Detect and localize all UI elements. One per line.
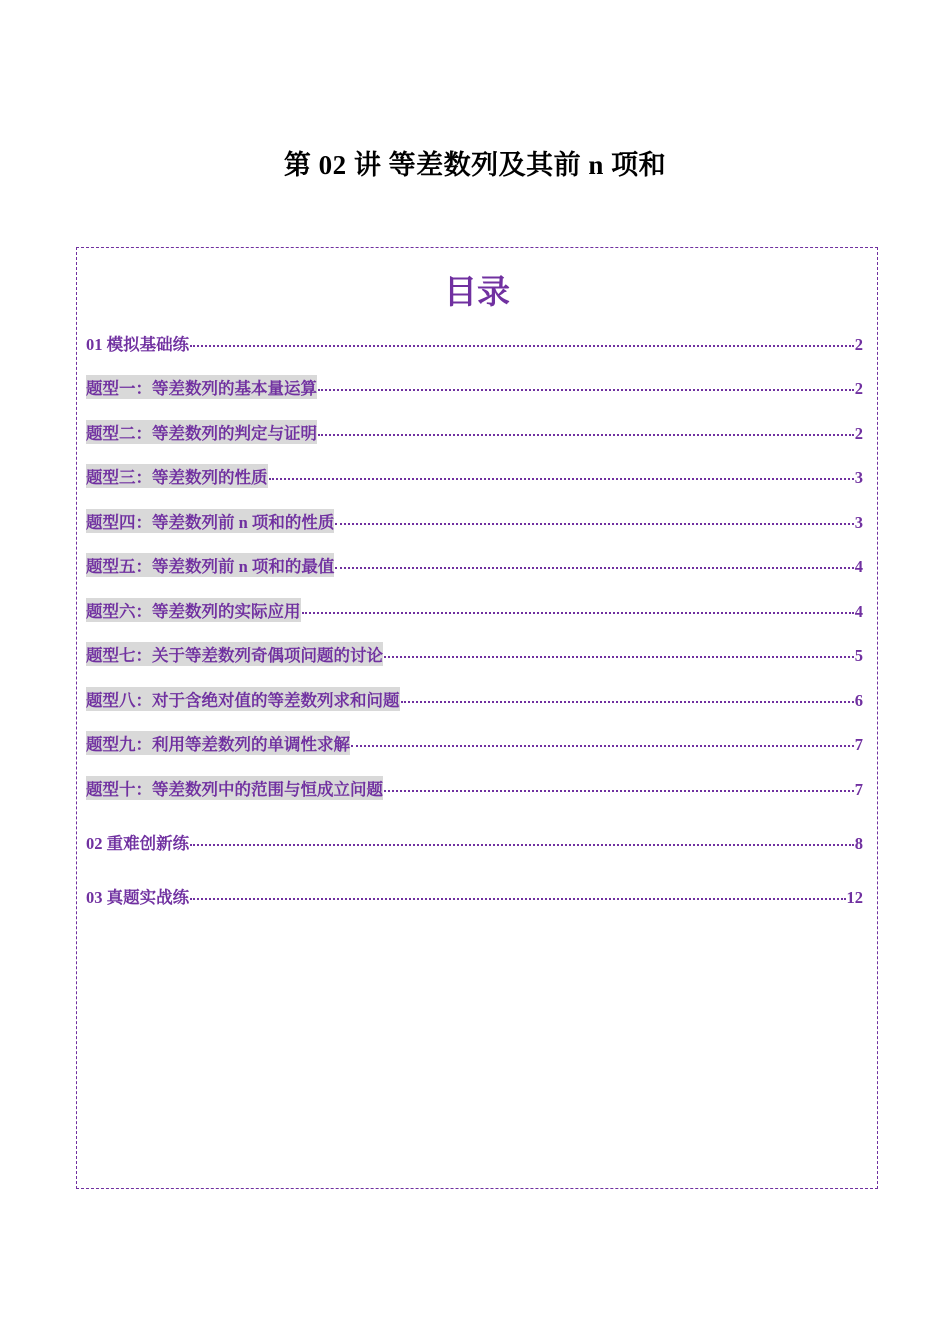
toc-entry-label: 题型一：等差数列的基本量运算	[86, 375, 317, 399]
toc-page-number: 3	[854, 513, 863, 532]
toc-entry-type-10[interactable]	[86, 776, 863, 800]
toc-dot-leader	[401, 701, 854, 703]
toc-dot-leader	[335, 567, 853, 569]
toc-entry-type-9[interactable]	[86, 731, 863, 755]
toc-entry-label: 题型八：对于含绝对值的等差数列求和问题	[86, 687, 400, 711]
toc-page-number: 2	[854, 379, 863, 398]
toc-page-number: 4	[854, 557, 863, 576]
toc-page-number: 12	[846, 888, 863, 907]
toc-entry-label: 题型五：等差数列前 n 项和的最值	[86, 553, 334, 577]
toc-entry-real-exam-practice[interactable]	[86, 884, 863, 908]
toc-entry-label: 题型六：等差数列的实际应用	[86, 598, 301, 622]
toc-page-number: 4	[854, 602, 863, 621]
toc-entry-label: 03 真题实战练	[86, 888, 190, 907]
toc-page-number: 3	[854, 468, 863, 487]
document-title: 第 02 讲 等差数列及其前 n 项和	[283, 150, 667, 180]
toc-entry-advanced-practice[interactable]	[86, 830, 863, 854]
toc-page-number: 5	[854, 646, 863, 665]
toc-entry-type-6[interactable]	[86, 598, 863, 622]
toc-heading: 目录	[444, 272, 510, 311]
toc-entry-label: 题型七：关于等差数列奇偶项问题的讨论	[86, 642, 383, 666]
toc-dot-leader	[190, 844, 854, 846]
toc-entry-label: 02 重难创新练	[86, 834, 190, 853]
toc-entry-type-2[interactable]	[86, 420, 863, 444]
toc-dot-leader	[384, 656, 854, 658]
toc-dot-leader	[190, 898, 845, 900]
toc-dot-leader	[351, 745, 854, 747]
toc-entry-type-5[interactable]	[86, 553, 863, 577]
toc-page-number: 7	[854, 780, 863, 799]
toc-dot-leader	[384, 790, 854, 792]
toc-page-number: 2	[854, 424, 863, 443]
toc-dot-leader	[190, 345, 854, 347]
toc-entry-label: 题型九：利用等差数列的单调性求解	[86, 731, 350, 755]
toc-entry-type-4[interactable]	[86, 509, 863, 533]
toc-dot-leader	[269, 478, 854, 480]
toc-dot-leader	[318, 389, 854, 391]
toc-entry-label: 题型十：等差数列中的范围与恒成立问题	[86, 776, 383, 800]
toc-page-number: 8	[854, 834, 863, 853]
toc-entry-type-8[interactable]	[86, 687, 863, 711]
toc-page-number: 2	[854, 335, 863, 354]
toc-page-number: 6	[854, 691, 863, 710]
toc-entry-basic-practice[interactable]	[86, 331, 863, 355]
toc-page-number: 7	[854, 735, 863, 754]
toc-entry-type-1[interactable]	[86, 375, 863, 399]
toc-entry-label: 题型四：等差数列前 n 项和的性质	[86, 509, 334, 533]
toc-dot-leader	[335, 523, 853, 525]
toc-entry-label: 题型二：等差数列的判定与证明	[86, 420, 317, 444]
toc-entry-type-7[interactable]	[86, 642, 863, 666]
toc-entry-label: 题型三：等差数列的性质	[86, 464, 268, 488]
toc-dot-leader	[318, 434, 854, 436]
table-of-contents	[76, 247, 878, 1189]
toc-entry-type-3[interactable]	[86, 464, 863, 488]
toc-entry-label: 01 模拟基础练	[86, 335, 190, 354]
toc-dot-leader	[302, 612, 854, 614]
